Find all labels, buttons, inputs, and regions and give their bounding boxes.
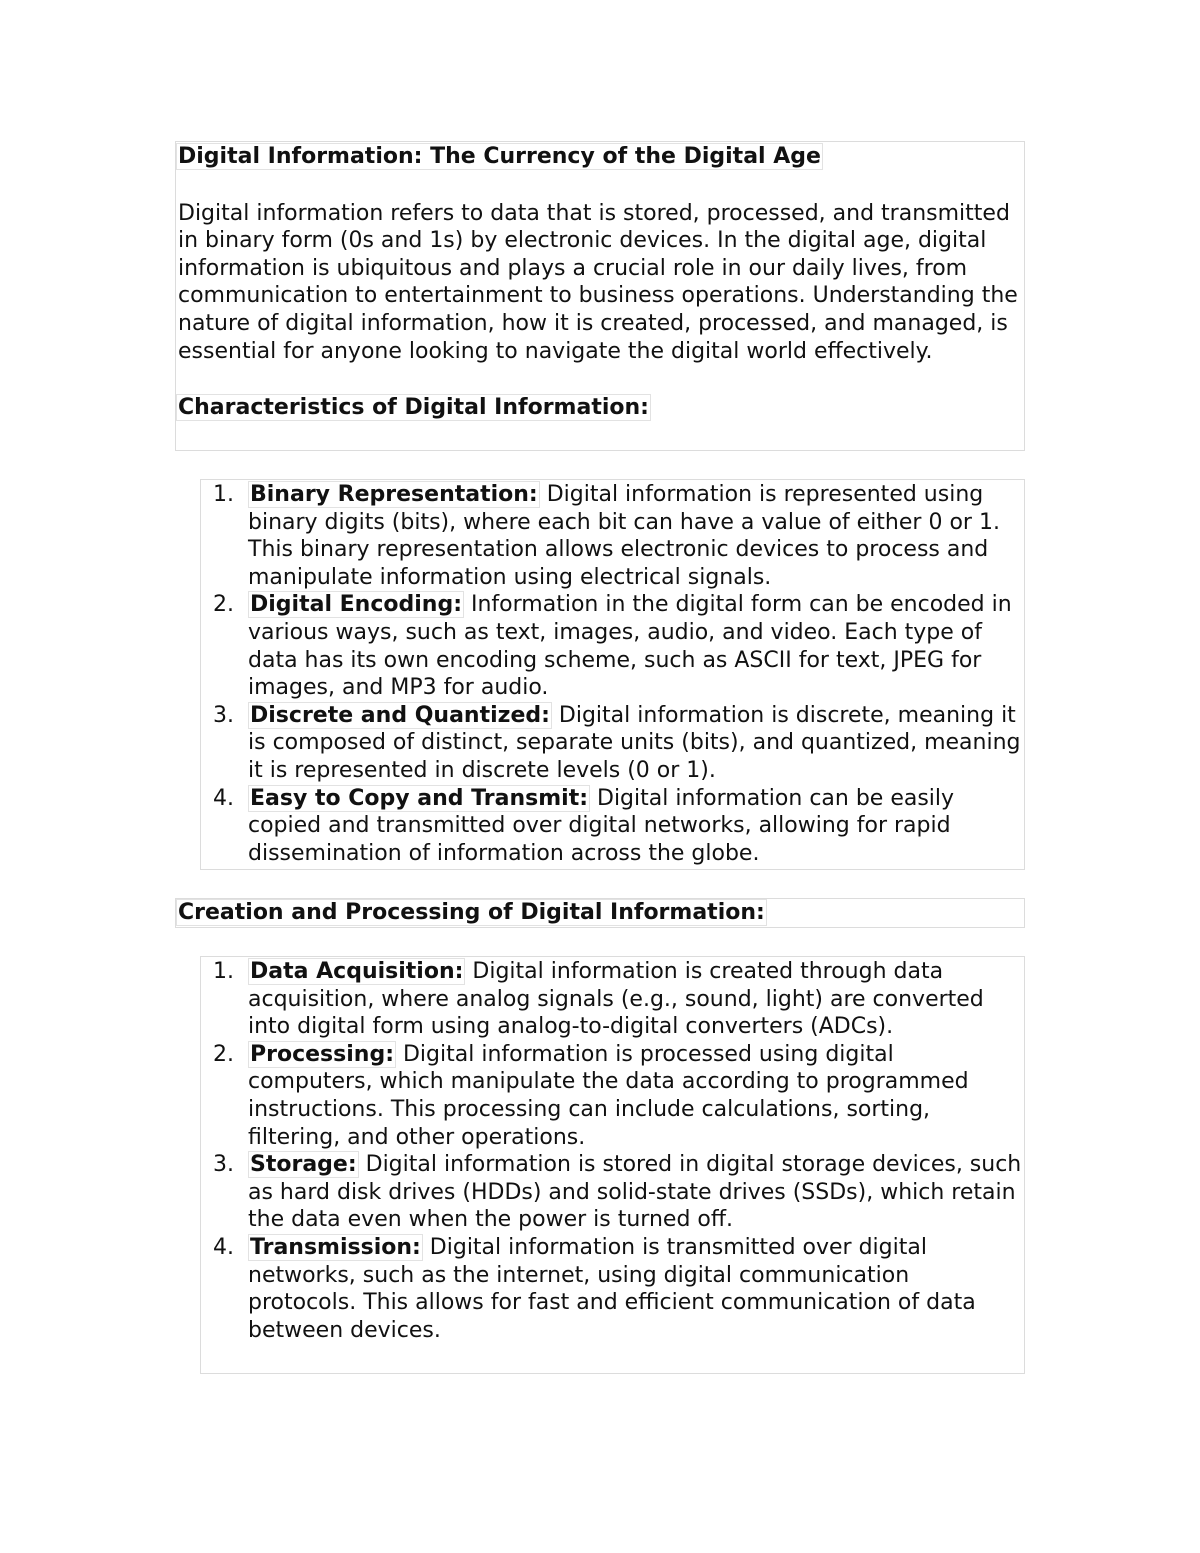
creation-heading	[178, 899, 1022, 927]
list-item-text: Digital information can be easily copied and transmitted over digital networks, allowing for rapid dissemination of information across the globe.	[248, 785, 955, 866]
list-item	[201, 481, 1024, 591]
list-item-number: 1.	[213, 959, 234, 984]
characteristics-heading-text: Characteristics of Digital Information:	[178, 395, 649, 421]
list-item-text: Information in the digital form can be encoded in various ways, such as text, images, audio, and video. Each type of data has its own encoding scheme, such as ASCII for text, JPEG for images, and MP3 for audio.	[248, 592, 1012, 701]
list-item-text: Digital information is processed using digital computers, which manipulate the data according to programmed instructions. This processing can include calculations, sorting, filtering, and other operations.	[248, 1041, 969, 1150]
list-item-number: 4.	[213, 785, 234, 811]
list-item	[201, 1234, 1024, 1344]
characteristics-list	[201, 481, 1024, 867]
creation-heading-section	[175, 898, 1025, 928]
list-item-number: 1.	[213, 482, 234, 507]
list-item	[201, 1151, 1024, 1234]
list-item-text: Digital information is discrete, meaning it is composed of distinct, separate units (bits), and quantized, meaning it is represented in discrete levels (0 or 1).	[248, 702, 1021, 783]
list-item-number: 2.	[213, 1041, 234, 1067]
list-item	[201, 702, 1024, 785]
list-item-number: 4.	[213, 1234, 234, 1260]
list-item	[201, 785, 1024, 868]
list-item-number: 2.	[213, 592, 234, 618]
list-item-term: Digital Encoding:	[250, 592, 462, 618]
list-item-term: Processing:	[250, 1041, 394, 1067]
document-title-text: Digital Information: The Currency of the Digital Age	[178, 144, 821, 169]
creation-list-section	[200, 956, 1025, 1374]
list-item-text: Digital information is transmitted over digital networks, such as the internet, using digital communication protocols. This allows for fast and efficient communication of data between devices.	[248, 1234, 976, 1343]
list-item-number: 3.	[213, 1152, 234, 1178]
list-item-term: Binary Representation:	[250, 482, 538, 507]
list-item	[201, 591, 1024, 701]
intro-section	[175, 141, 1025, 451]
characteristics-heading	[178, 394, 1022, 422]
intro-paragraph: Digital information refers to data that is stored, processed, and transmitted in binary form (0s and 1s) by electronic devices. In the digital age, digital information is ubiquitous and plays a crucial role in our daily lives, from communication to entertainment to business operations. Understanding the nature of digital information, how it is created, processed, and managed, is essential for anyone looking to navigate the digital world effectively.	[178, 200, 1018, 364]
creation-heading-text: Creation and Processing of Digital Information:	[178, 900, 765, 925]
creation-list	[201, 958, 1024, 1344]
list-item	[201, 958, 1024, 1041]
characteristics-list-section	[200, 479, 1025, 870]
list-item-term: Discrete and Quantized:	[250, 702, 550, 728]
list-item-text: Digital information is created through data acquisition, where analog signals (e.g., sound, light) are converted into digital form using analog-to-digital converters (ADCs).	[248, 959, 984, 1040]
list-item	[201, 1041, 1024, 1151]
list-item-text: Digital information is represented using binary digits (bits), where each bit can have a value of either 0 or 1. This binary representation allows electronic devices to process and manipulate information using electrical signals.	[248, 482, 1000, 590]
list-item-term: Transmission:	[250, 1234, 421, 1260]
document-title	[178, 143, 1022, 171]
list-item-term: Easy to Copy and Transmit:	[250, 785, 589, 811]
list-item-text: Digital information is stored in digital storage devices, such as hard disk drives (HDDs) and solid-state drives (SSDs), which retain the data even when the power is turned off.	[248, 1152, 1022, 1233]
list-item-number: 3.	[213, 702, 234, 728]
list-item-term: Data Acquisition:	[250, 959, 464, 984]
list-item-term: Storage:	[250, 1152, 357, 1178]
